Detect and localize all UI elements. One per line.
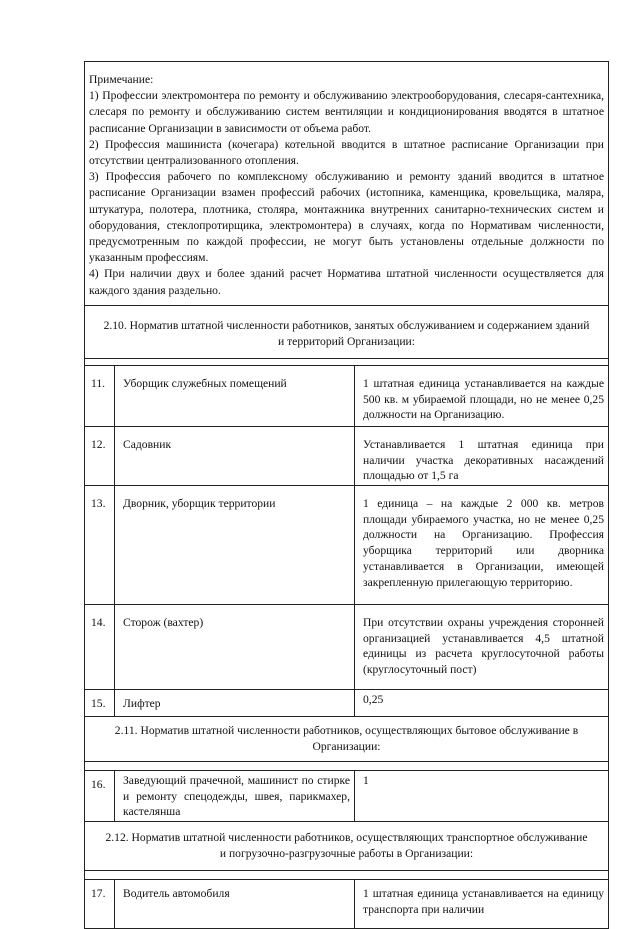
spacer (84, 359, 609, 366)
table-row (84, 690, 609, 717)
section-title: 2.12. Норматив штатной численности работников, осуществляющих транспортное обслуживание и погрузочно-разгрузочные работы в Организации: (84, 822, 609, 871)
row-number: 17. (85, 880, 115, 928)
table-row (84, 366, 609, 427)
row-position: Садовник (115, 427, 355, 485)
note-item-1: 1) Профессии электромонтера по ремонту и обслуживанию электрооборудования, слесаря-сантехника, слесаря по ремонту и обслуживанию систем вентиляции и кондиционирования вводятся в штатное расписание Организации в зависимости от объема работ. (89, 89, 604, 135)
table-row (84, 605, 609, 690)
note-block (84, 61, 609, 306)
row-norm: При отсутствии охраны учреждения сторонней организацией устанавливается 4,5 штатной единицы из расчета круглосуточной работы (круглосуточный пост) (363, 615, 604, 677)
row-number: 12. (85, 427, 115, 485)
note-item-4: 4) При наличии двух и более зданий расчет Норматива штатной численности осуществляется для каждого здания раздельно. (89, 267, 604, 297)
row-norm: 1 штатная единица устанавливается на каждые 500 кв. м убираемой площади, но не менее 0,25 должности на Организацию. (363, 376, 604, 422)
row-norm: 1 штатная единица устанавливается на единицу транспорта при наличии (363, 886, 604, 916)
row-number: 11. (85, 366, 115, 426)
row-number: 13. (85, 486, 115, 604)
note-title: Примечание: (89, 73, 154, 86)
row-number: 16. (85, 771, 115, 821)
table-row (84, 771, 609, 822)
row-position: Водитель автомобиля (115, 880, 355, 928)
spacer (84, 762, 609, 771)
table-row (84, 427, 609, 486)
note-item-2: 2) Профессия машиниста (кочегара) котельной вводится в штатное расписание Организации при отсутствии централизованного отопления. (89, 137, 604, 168)
row-norm: Устанавливается 1 штатная единица при наличии участка декоративных насаждений площадью от 1,5 га (363, 437, 604, 483)
row-position: Сторож (вахтер) (115, 605, 355, 689)
row-norm: 1 (363, 773, 369, 787)
table-row (84, 880, 609, 929)
row-norm: 0,25 (363, 692, 384, 706)
section-title: 2.10. Норматив штатной численности работников, занятых обслуживанием и содержанием зданий и территорий Организации: (84, 306, 609, 359)
row-number: 15. (85, 690, 115, 716)
section-title: 2.11. Норматив штатной численности работников, осуществляющих бытовое обслуживание в Организации: (84, 717, 609, 762)
row-number: 14. (85, 605, 115, 689)
table-row (84, 486, 609, 605)
note-item-3: 3) Профессия рабочего по комплексному обслуживанию и ремонту зданий вводится в штатное расписание Организации взамен профессий рабочих (истопника, каменщика, кровельщика, маляра, штукатура, полотера, плотника, столяра, монтажника внутренних санитарно-технических систем и оборудования, стеклопротирщика, электромонтера) в случаях, когда по Нормативам численности, предусмотренным по каждой профессии, не могут быть установлены отдельные должности по указанным профессиям. (89, 170, 604, 265)
row-position: Дворник, уборщик территории (115, 486, 355, 604)
row-position: Уборщик служебных помещений (115, 366, 355, 426)
document-page (84, 61, 609, 929)
spacer (84, 871, 609, 880)
row-norm: 1 единица – на каждые 2 000 кв. метров площади убираемого участка, но не менее 0,25 должности на Организацию. Профессия уборщика территорий или дворника устанавливается в Организации, имеющей закрепленную прилегающую территорию. (363, 496, 604, 589)
row-position: Лифтер (115, 690, 355, 716)
row-position: Заведующий прачечной, машинист по стирке и ремонту спецодежды, швея, парикмахер, кастелянша (115, 771, 355, 821)
